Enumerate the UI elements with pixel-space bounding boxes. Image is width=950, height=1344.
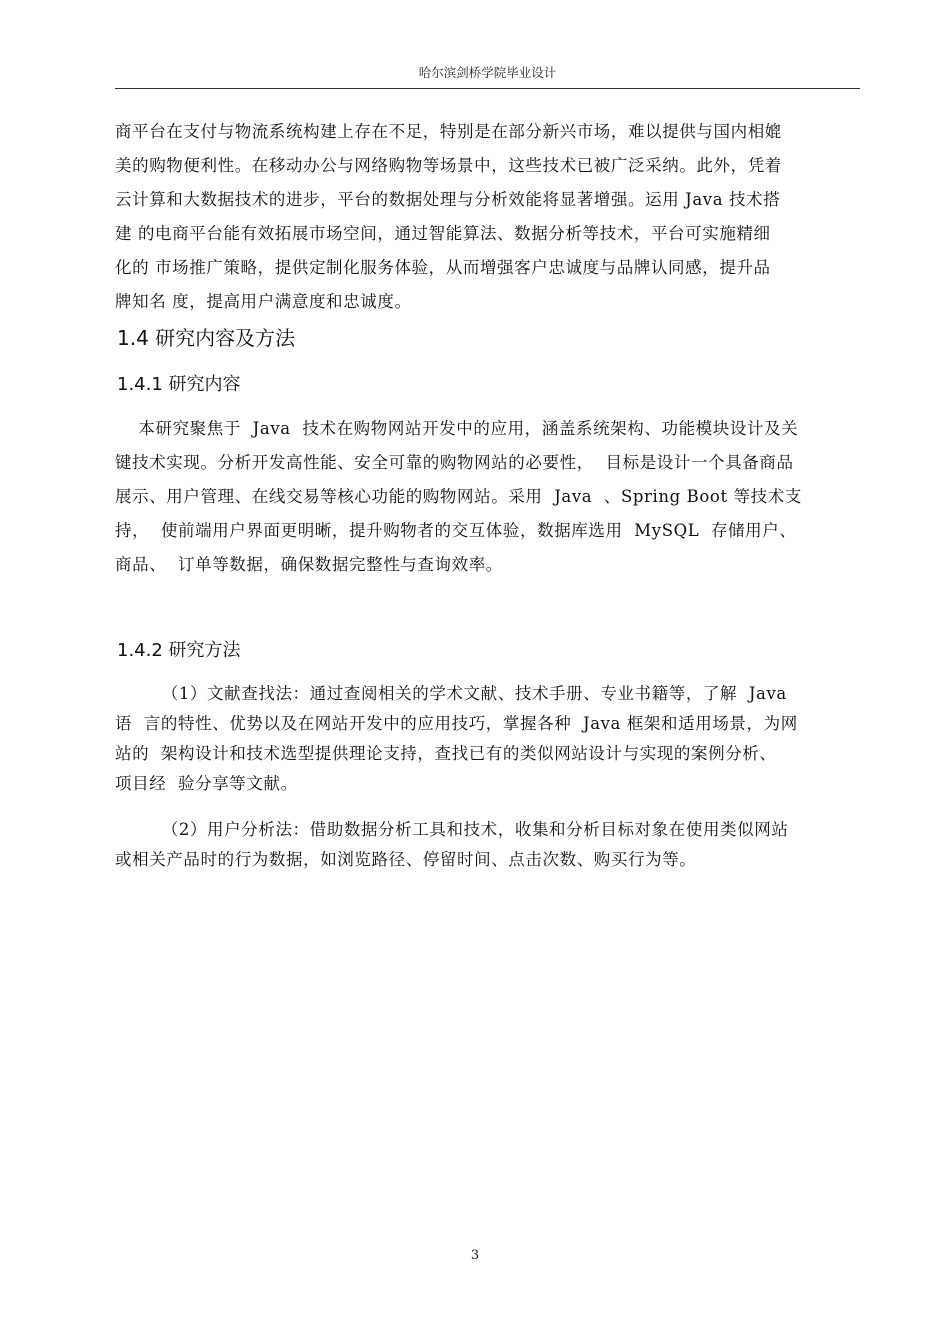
page-header bbox=[115, 62, 860, 89]
text-line: 站的 架构设计和技术选型提供理论支持，查找已有的类似网站设计与实现的案例分析、 bbox=[115, 744, 777, 763]
section-heading-1-4-1: 1.4.1 研究内容 bbox=[117, 374, 241, 395]
text-line: 持， 使前端用户界面更明晰，提升购物者的交互体验，数据库选用 MySQL 存储用户、 bbox=[115, 521, 797, 540]
page-number: 3 bbox=[470, 1248, 480, 1263]
text-line: 商平台在支付与物流系统构建上存在不足，特别是在部分新兴市场，难以提供与国内相媲 bbox=[115, 122, 782, 141]
text-line: 键技术实现。分析开发高性能、安全可靠的购物网站的必要性， 目标是设计一个具备商品 bbox=[115, 453, 794, 472]
method-user-analysis-paragraph bbox=[115, 815, 863, 875]
text-line: 商品、 订单等数据，确保数据完整性与查询效率。 bbox=[115, 555, 503, 574]
header-title: 哈尔滨剑桥学院毕业设计 bbox=[418, 65, 557, 80]
text-line: 化的 市场推广策略，提供定制化服务体验，从而增强客户忠诚度与品牌认同感，提升品 bbox=[115, 258, 771, 277]
text-line: （1）文献查找法：通过查阅相关的学术文献、技术手册、专业书籍等，了解 Java bbox=[115, 684, 787, 703]
text-line: （2）用户分析法：借助数据分析工具和技术，收集和分析目标对象在使用类似网站 bbox=[115, 820, 789, 839]
text-line: 或相关产品时的行为数据，如浏览路径、停留时间、点击次数、购买行为等。 bbox=[115, 850, 697, 869]
text-line: 牌知名 度，提高用户满意度和忠诚度。 bbox=[115, 292, 412, 311]
text-line: 展示、用户管理、在线交易等核心功能的购物网站。采用 Java 、Spring Boot 等技术支 bbox=[115, 487, 802, 506]
text-line: 项目经 验分享等文献。 bbox=[115, 774, 298, 793]
section-heading-1-4-2: 1.4.2 研究方法 bbox=[117, 640, 241, 661]
text-line: 美的购物便利性。在移动办公与网络购物等场景中，这些技术已被广泛采纳。此外，凭着 bbox=[115, 156, 782, 175]
method-literature-paragraph bbox=[115, 679, 863, 799]
text-line: 语 言的特性、优势以及在网站开发中的应用技巧，掌握各种 Java 框架和适用场景，为网 bbox=[115, 714, 798, 733]
text-line: 云计算和大数据技术的进步，平台的数据处理与分析效能将显著增强。运用 Java 技术搭 bbox=[115, 190, 781, 209]
text-line: 建 的电商平台能有效拓展市场空间，通过智能算法、数据分析等技术，平台可实施精细 bbox=[115, 224, 771, 243]
page-footer bbox=[0, 1248, 950, 1263]
section-heading-1-4: 1.4 研究内容及方法 bbox=[117, 326, 296, 350]
intro-paragraph bbox=[115, 118, 863, 319]
text-line: 本研究聚焦于 Java 技术在购物网站开发中的应用，涵盖系统架构、功能模块设计及关 bbox=[115, 419, 799, 438]
research-content-paragraph bbox=[115, 412, 863, 582]
